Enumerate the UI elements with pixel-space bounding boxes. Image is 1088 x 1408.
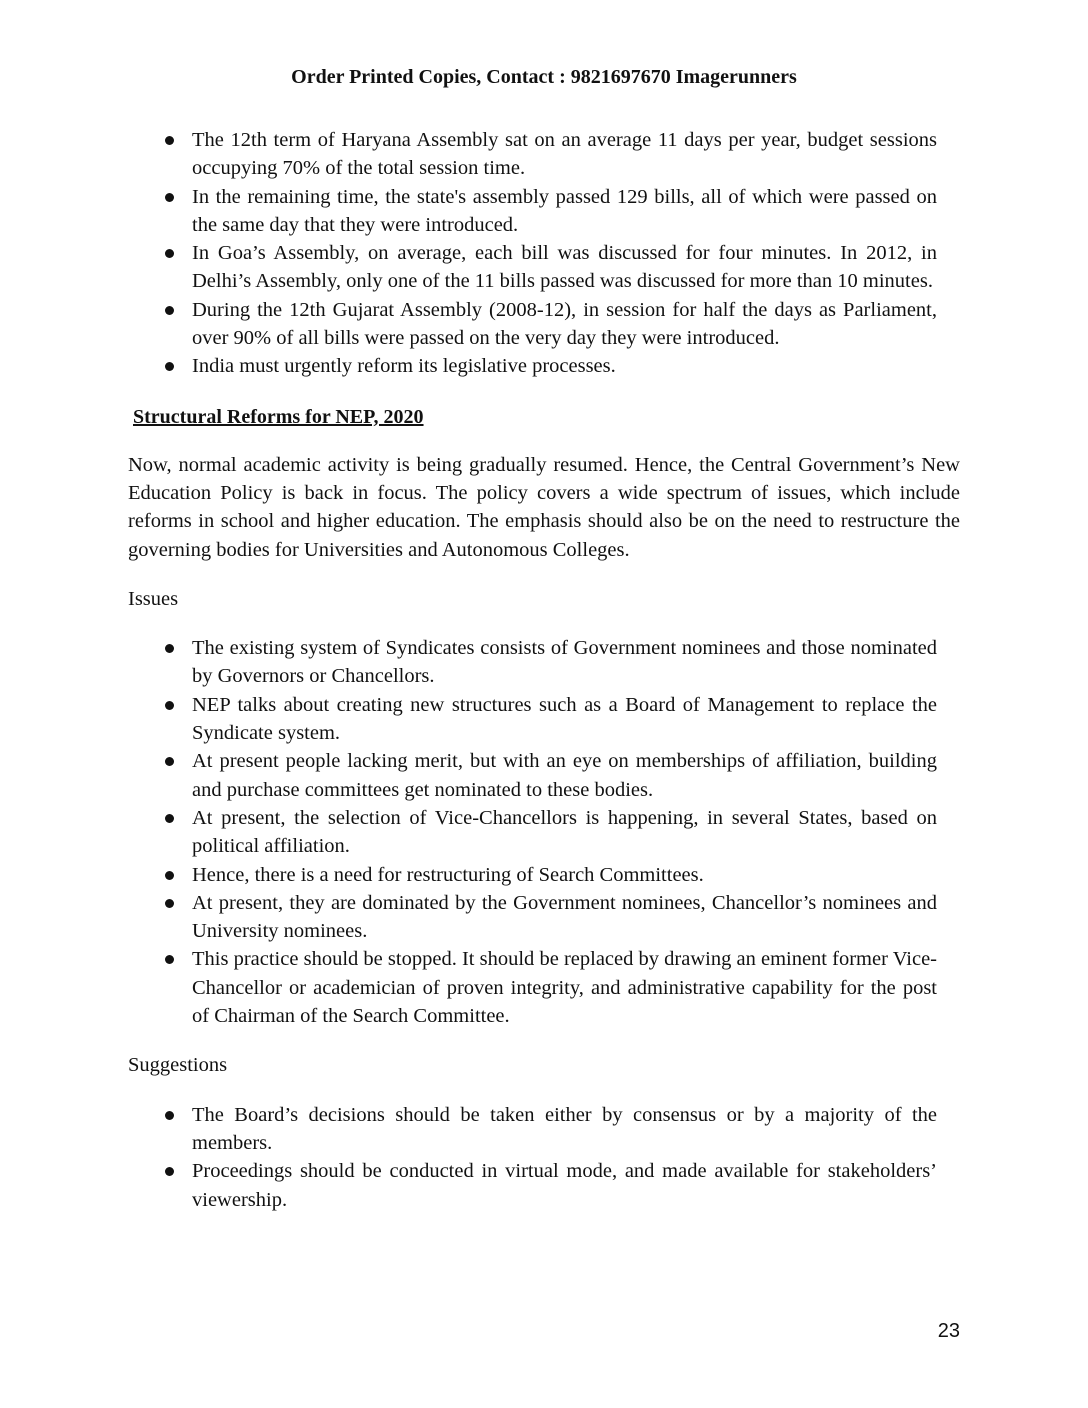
list-item <box>128 1101 937 1158</box>
spacer <box>128 613 960 634</box>
bullet-icon <box>165 362 174 371</box>
spacer <box>128 564 960 585</box>
section-paragraph: Now, normal academic activity is being gradually resumed. Hence, the Central Government’s New Education Policy is back in focus. The policy covers a wide spectrum of issues, which include reforms in school and higher education. The emphasis should also be on the need to restructure the governing bodies for Universities and Autonomous Colleges. <box>128 453 960 561</box>
list-item <box>128 889 937 946</box>
list-item-text: At present, the selection of Vice-Chancellors is happening, in several States, based on political affiliation. <box>192 806 937 858</box>
bullet-icon <box>165 757 174 766</box>
bullet-icon <box>165 871 174 880</box>
list-item-text: The 12th term of Haryana Assembly sat on an average 11 days per year, budget sessions occupying 70% of the total session time. <box>192 129 937 180</box>
list-item-text: India must urgently reform its legislative processes. <box>192 355 616 378</box>
list-item <box>128 804 937 861</box>
page-content <box>128 126 960 1214</box>
bullet-icon <box>165 955 174 964</box>
list-item <box>128 352 937 380</box>
bullet-icon <box>165 193 174 202</box>
issues-label: Issues <box>128 587 179 610</box>
bullet-icon <box>165 701 174 710</box>
list-item-text: The existing system of Syndicates consists of Government nominees and those nominated by Governors or Chancellors. <box>192 637 937 688</box>
bullet-icon <box>165 249 174 258</box>
page-header: Order Printed Copies, Contact : 9821697670 Imagerunners <box>291 66 797 88</box>
list-item <box>128 691 937 748</box>
bullet-icon <box>165 1167 174 1176</box>
list-item <box>128 747 937 804</box>
intro-bullet-list <box>128 126 960 381</box>
list-item <box>128 296 937 353</box>
list-item-text: At present people lacking merit, but with an eye on memberships of affiliation, building and purchase committees get nominated to these bodies. <box>192 750 937 801</box>
bullet-icon <box>165 306 174 315</box>
list-item-text: This practice should be stopped. It should be replaced by drawing an eminent former Vice-Chancellor or academician of proven integrity, and administrative capability for the post of Chairman of the Search Committee. <box>192 948 937 1028</box>
section-heading: Structural Reforms for NEP, 2020 <box>133 405 424 428</box>
bullet-icon <box>165 899 174 908</box>
bullet-icon <box>165 1111 174 1120</box>
bullet-icon <box>165 136 174 145</box>
bullet-icon <box>165 644 174 653</box>
spacer <box>128 1030 960 1051</box>
list-item-text: Hence, there is a need for restructuring of Search Committees. <box>192 863 704 886</box>
spacer <box>128 1080 960 1101</box>
list-item-text: In the remaining time, the state's assembly passed 129 bills, all of which were passed on the same day that they were introduced. <box>192 185 937 236</box>
list-item-text: In Goa’s Assembly, on average, each bill was discussed for four minutes. In 2012, in Delhi’s Assembly, only one of the 11 bills passed was discussed for more than 10 minutes. <box>192 242 937 293</box>
list-item <box>128 1157 937 1214</box>
suggestions-bullet-list <box>128 1101 960 1214</box>
list-item-text: The Board’s decisions should be taken either by consensus or by a majority of the members. <box>192 1103 937 1154</box>
list-item-text: Proceedings should be conducted in virtual mode, and made available for stakeholders’ viewership. <box>192 1160 937 1211</box>
suggestions-label: Suggestions <box>128 1054 228 1077</box>
list-item <box>128 634 937 691</box>
spacer <box>128 431 960 451</box>
spacer <box>128 381 960 403</box>
list-item-text: During the 12th Gujarat Assembly (2008-12), in session for half the days as Parliament, over 90% of all bills were passed on the very day they were introduced. <box>192 298 937 350</box>
list-item <box>128 126 937 183</box>
list-item <box>128 945 937 1030</box>
issues-bullet-list <box>128 634 960 1030</box>
list-item <box>128 239 937 296</box>
list-item <box>128 183 937 240</box>
page-number: 23 <box>937 1320 960 1342</box>
list-item <box>128 861 937 889</box>
list-item-text: NEP talks about creating new structures such as a Board of Management to replace the Syndicate system. <box>192 693 937 745</box>
list-item-text: At present, they are dominated by the Government nominees, Chancellor’s nominees and University nominees. <box>192 891 937 943</box>
bullet-icon <box>165 814 174 823</box>
